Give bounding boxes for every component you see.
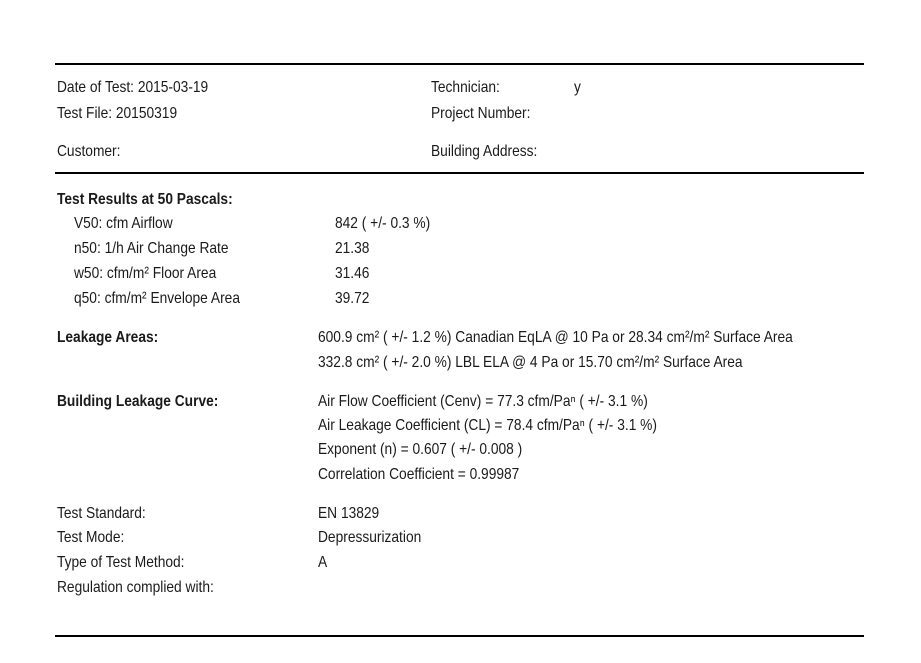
canadian-eqla-line: 600.9 cm² ( +/- 1.2 %) Canadian EqLA @ 10 Pa or 28.34 cm²/m² Surface Area <box>318 329 793 346</box>
w50-value: 31.46 <box>335 265 370 282</box>
air-leakage-coefficient-line: Air Leakage Coefficient (CL) = 78.4 cfm/Paⁿ ( +/- 3.1 %) <box>318 417 657 434</box>
technician-label: Technician: <box>431 79 500 96</box>
lbl-ela-line: 332.8 cm² ( +/- 2.0 %) LBL ELA @ 4 Pa or 15.70 cm²/m² Surface Area <box>318 354 743 371</box>
customer-label: Customer: <box>57 143 121 160</box>
leakage-areas-heading: Leakage Areas: <box>57 329 159 346</box>
building-address-label: Building Address: <box>431 143 538 160</box>
n50-value: 21.38 <box>335 240 370 257</box>
technician-value: y <box>574 79 581 96</box>
regulation-label: Regulation complied with: <box>57 579 214 596</box>
q50-label: q50: cfm/m² Envelope Area <box>74 290 240 307</box>
q50-value: 39.72 <box>335 290 370 307</box>
test-method-label: Type of Test Method: <box>57 554 185 571</box>
test-standard-value: EN 13829 <box>318 505 380 522</box>
leakage-curve-heading: Building Leakage Curve: <box>57 393 219 410</box>
v50-value: 842 ( +/- 0.3 %) <box>335 215 431 232</box>
top-rule <box>55 63 864 65</box>
v50-label: V50: cfm Airflow <box>74 215 173 232</box>
bottom-rule <box>55 635 864 637</box>
air-flow-coefficient-line: Air Flow Coefficient (Cenv) = 77.3 cfm/Paⁿ ( +/- 3.1 %) <box>318 393 648 410</box>
date-of-test: Date of Test: 2015-03-19 <box>57 79 209 96</box>
header-rule <box>55 172 864 174</box>
test-method-value: A <box>318 554 328 571</box>
test-file: Test File: 20150319 <box>57 105 178 122</box>
test-standard-label: Test Standard: <box>57 505 146 522</box>
w50-label: w50: cfm/m² Floor Area <box>74 265 217 282</box>
test-mode-value: Depressurization <box>318 529 422 546</box>
correlation-coefficient-line: Correlation Coefficient = 0.99987 <box>318 466 520 483</box>
exponent-line: Exponent (n) = 0.607 ( +/- 0.008 ) <box>318 441 523 458</box>
test-mode-label: Test Mode: <box>57 529 125 546</box>
project-number-label: Project Number: <box>431 105 531 122</box>
n50-label: n50: 1/h Air Change Rate <box>74 240 229 257</box>
results-50pa-heading: Test Results at 50 Pascals: <box>57 191 233 208</box>
